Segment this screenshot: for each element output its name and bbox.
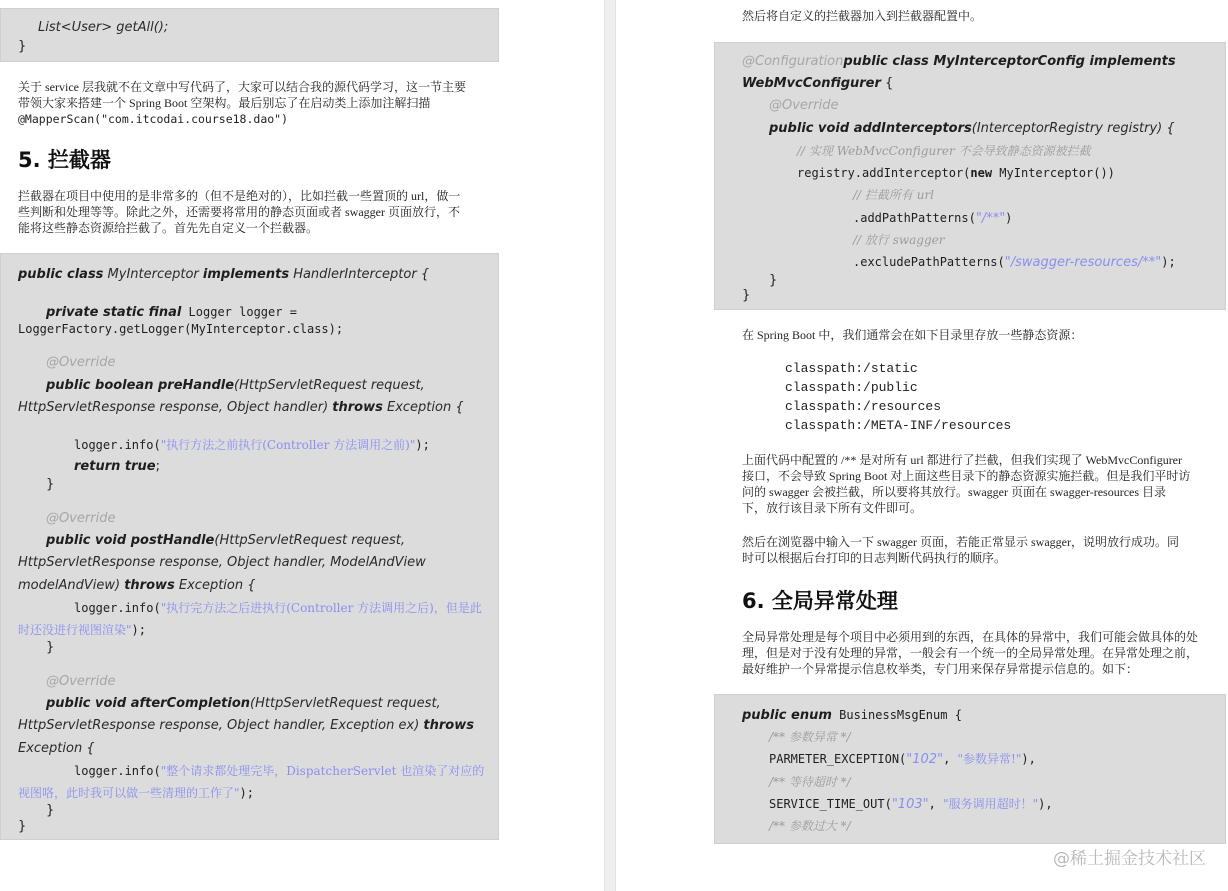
section-heading-5: 5. 拦截器 [18, 148, 111, 172]
code-line: /** 参数过大 */ [769, 819, 851, 833]
right-page [616, 0, 1228, 891]
watermark: @稀土掘金技术社区 [1053, 849, 1206, 869]
code-line: 视图咯，此时我可以做一些清理的工作了"); [18, 786, 254, 800]
code-line: public enum BusinessMsgEnum { [742, 708, 962, 723]
left-page [0, 0, 604, 891]
section-heading-6: 6. 全局异常处理 [742, 589, 898, 613]
code-block-getall [0, 8, 499, 62]
classpath-line: classpath:/META-INF/resources [785, 418, 1012, 433]
code-line: registry.addInterceptor(new MyInterceptor()) [797, 166, 1115, 180]
code-line: .excludePathPatterns("/swagger-resources/**"); [853, 255, 1176, 270]
code-line: HttpServletResponse response, Object handler) throws Exception { [18, 400, 464, 415]
code-line: } [18, 39, 27, 54]
classpath-line: classpath:/public [785, 380, 918, 395]
code-line: LoggerFactory.getLogger(MyInterceptor.class); [18, 322, 344, 336]
paragraph-interceptor: 拦截器在项目中使用的是非常多的（但不是绝对的），比如拦截一些置顶的 url，做一 些判断和处理等等。除此之外，还需要将常用的静态页面或者 swagger 页面放行，不 能将这些静态资源给拦截了。首先先自定义一个拦截器。 [18, 189, 461, 235]
code-line: } [769, 273, 778, 288]
code-block-enum [714, 694, 1226, 844]
code-line: HttpServletResponse response, Object handler, ModelAndView [18, 555, 426, 570]
classpath-line: classpath:/static [785, 361, 918, 376]
paragraph-exception: 全局异常处理是每个项目中必须用到的东西，在具体的异常中，我们可能会做具体的处 理，但是对于没有处理的异常，一般会有一个统一的全局异常处理。在异常处理之前， 最好维护一个异常提示信息枚举类，专门用来保存异常提示信息的。如下： [742, 630, 1199, 676]
code-line: public void afterCompletion(HttpServletRequest request, [46, 696, 441, 711]
code-line: logger.info("执行方法之前执行(Controller 方法调用之前)"); [74, 438, 430, 452]
code-line: // 拦截所有 url [853, 188, 935, 202]
code-line: WebMvcConfigurer { [742, 76, 894, 91]
code-block-config [714, 42, 1226, 310]
code-line: } [46, 803, 55, 818]
paragraph-static: 在 Spring Boot 中，我们通常会在如下目录里存放一些静态资源： [742, 328, 1083, 342]
paragraph-config: 上面代码中配置的 /** 是对所有 url 都进行了拦截，但我们实现了 WebMvcConfigurer 接口，不会导致 Spring Boot 对上面这些目录下的静态资源实施拦截。但是我们平时访 问的 swagger 会被拦截，所以要将其放行。swagger 页面在 swagger-resources 目录 下，放行该目录下所有文件即可。 [742, 453, 1191, 515]
code-line: logger.info("整个请求都处理完毕，DispatcherServlet 也渲染了对应的 [74, 764, 485, 778]
code-line: } [18, 819, 27, 834]
code-line: public class MyInterceptor implements HandlerInterceptor { [18, 267, 430, 282]
code-line: } [46, 640, 55, 655]
code-line: .addPathPatterns("/**") [853, 211, 1013, 226]
code-line: logger.info("执行完方法之后进执行(Controller 方法调用之后)，但是此 [74, 601, 482, 615]
code-line: @Override [46, 511, 116, 526]
paragraph-intro: 然后将自定义的拦截器加入到拦截器配置中。 [742, 9, 983, 23]
code-line: modelAndView) throws Exception { [18, 578, 256, 593]
code-line: 时还没进行视图渲染"); [18, 623, 146, 637]
code-line: @Configurationpublic class MyInterceptorConfig implements [742, 54, 1176, 69]
code-line: @Override [769, 98, 839, 113]
code-line: @Override [46, 674, 116, 689]
code-line: HttpServletResponse response, Object handler, Exception ex) throws [18, 718, 474, 733]
code-line: } [46, 477, 55, 492]
code-line: /** 等待超时 */ [769, 775, 851, 789]
code-line: return true; [74, 459, 160, 474]
code-line: // 实现 WebMvcConfigurer 不会导致静态资源被拦截 [797, 144, 1091, 158]
code-line: private static final Logger logger = [46, 305, 297, 320]
code-line: /** 参数异常 */ [769, 730, 851, 744]
paragraph-browser: 然后在浏览器中输入一下 swagger 页面，若能正常显示 swagger，说明放行成功。同 时可以根据后台打印的日志判断代码执行的顺序。 [742, 535, 1179, 565]
code-line: // 放行 swagger [853, 233, 945, 247]
paragraph-service: 关于 service 层我就不在文章中写代码了，大家可以结合我的源代码学习，这一节主要 带领大家来搭建一个 Spring Boot 空架构。最后别忘了在启动类上添加注解扫描 @MapperScan("com.itcodai.course18.dao") [18, 80, 466, 126]
code-block-interceptor [0, 253, 499, 840]
code-line: public boolean preHandle(HttpServletRequest request, [46, 378, 425, 393]
page-gutter [604, 0, 616, 891]
code-line: @Override [46, 355, 116, 370]
code-line: Exception { [18, 741, 95, 756]
code-line: public void postHandle(HttpServletRequest request, [46, 533, 406, 548]
code-line: List<User> getAll(); [38, 20, 169, 35]
code-line: } [742, 288, 751, 303]
classpath-line: classpath:/resources [785, 399, 942, 414]
code-line: PARMETER_EXCEPTION("102", "参数异常!"), [769, 752, 1036, 767]
code-line: SERVICE_TIME_OUT("103", "服务调用超时！"), [769, 797, 1053, 812]
code-line: public void addInterceptors(InterceptorRegistry registry) { [769, 121, 1175, 136]
